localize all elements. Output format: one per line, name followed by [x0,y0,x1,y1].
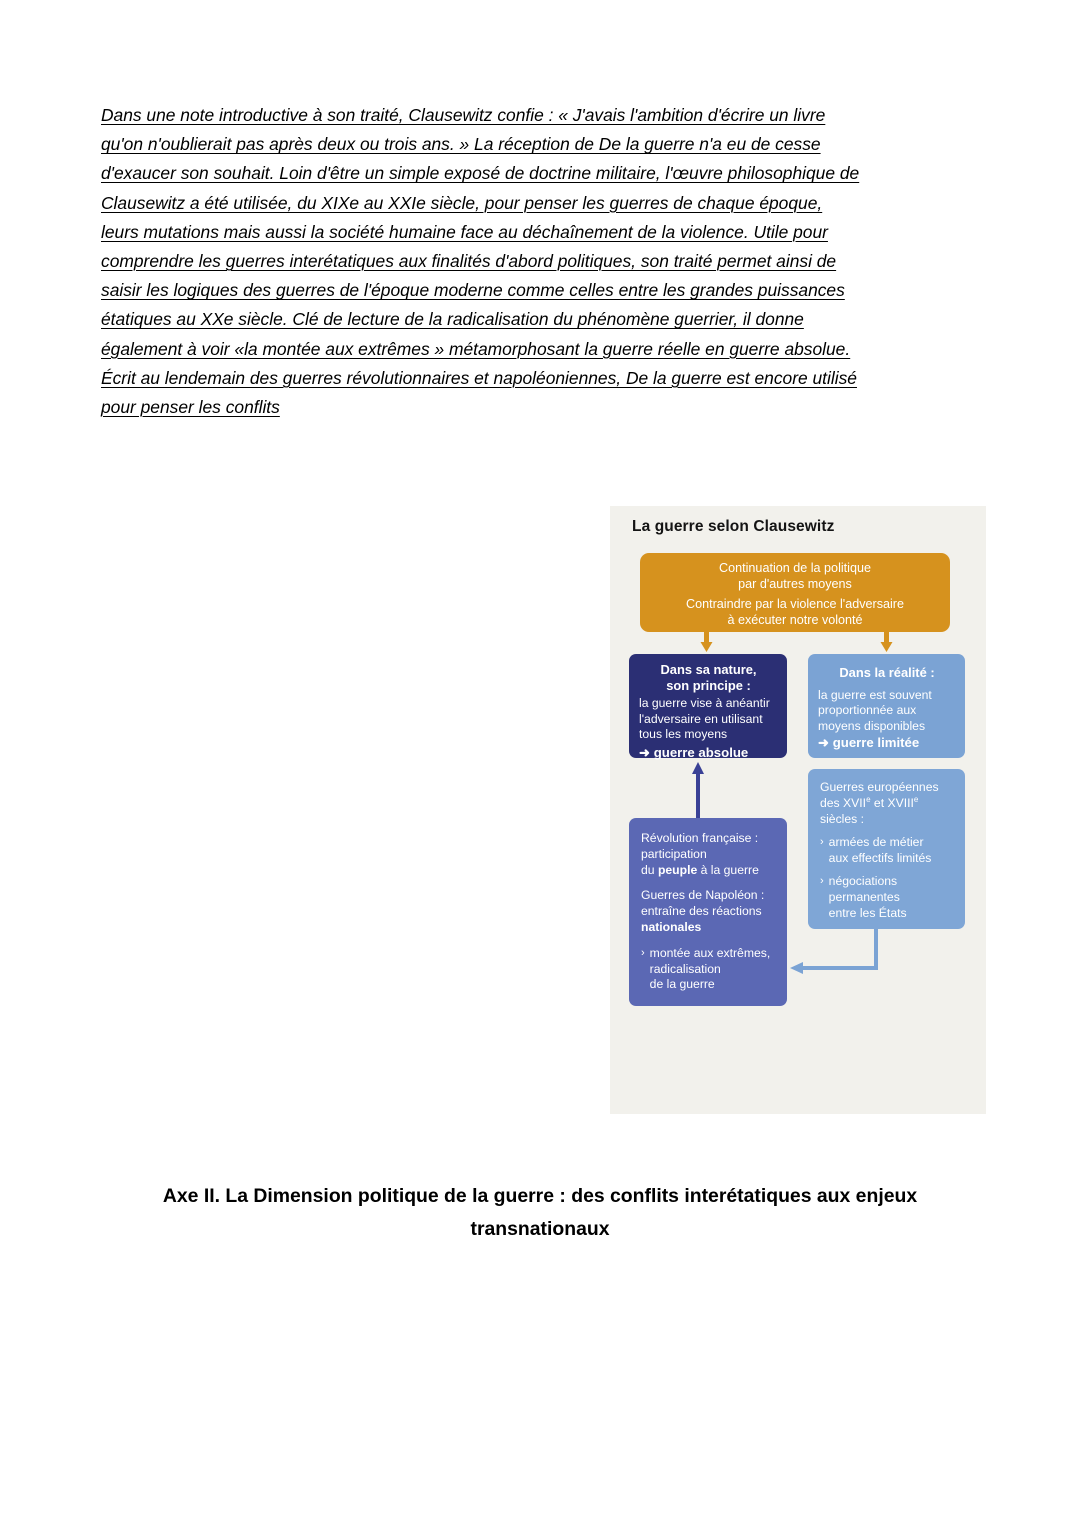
nature-body-line: tous les moyens [639,727,728,742]
bullet-line: montée aux extrêmes, [649,945,771,960]
reality-conclusion: ➜ guerre limitée [818,735,920,751]
nature-body-line: l'adversaire en utilisant [639,711,763,726]
european-wars-bullet-2 [820,874,957,921]
intro-line: également à voir «la montée aux extrêmes » métamorphosant la guerre réelle en guerre absolue. [101,338,851,359]
intro-line: Écrit au lendemain des guerres révolutionnaires et napoléoniennes, De la guerre est encore utilisé [101,367,857,388]
peuple-post: à la guerre [697,862,759,877]
french-revolution-line: participation [641,846,707,861]
century-ordinal-18: e [913,794,919,804]
european-wars-bullet-1 [820,835,957,867]
napoleon-line: entraîne des réactions [641,904,762,919]
escalation-bullet [641,946,779,993]
arrow-navy-up [692,762,704,819]
definition-line: à exécuter notre volonté [727,613,863,628]
bullet-line: aux effectifs limités [828,851,932,866]
definition-group-2 [646,596,944,629]
definition-line: Continuation de la politique [719,561,871,575]
bullet-text [650,946,771,993]
definition-group-1 [646,560,944,593]
intro-line: pour penser les conflits [101,397,280,418]
diagram-title: La guerre selon Clausewitz [632,518,835,535]
definition-line: par d'autres moyens [738,577,852,592]
reality-body-line: la guerre est souvent [818,687,932,702]
intro-line: Dans une note introductive à son traité, Clausewitz confie : « J'avais l'ambition d'écrire un livre [101,105,826,125]
arrow-orange-left [701,632,713,652]
bullet-marker-icon: › [641,946,645,959]
intro-line: comprendre les guerres interétatiques aux finalités d'abord politiques, son traité permet ainsi de [101,251,837,272]
bullet-line: radicalisation [649,961,721,976]
bullet-line: armées de métier [828,835,924,850]
european-wars-heading-line [820,796,957,812]
node-french-revolution [629,818,787,1006]
definition-line: Contraindre par la violence l'adversaire [685,596,904,611]
nature-heading [639,662,778,694]
intro-line: leurs mutations mais aussi la société humaine face au déchaînement de la violence. Utile pour [101,221,828,242]
century-ordinal-17: e [866,794,871,804]
axis-section-heading [101,1180,979,1246]
node-european-wars [808,769,965,929]
centuries-mid: et XVIII [870,795,914,810]
nature-conclusion: ➜ guerre absolue [639,744,749,760]
peuple-emphasis: peuple [657,862,698,877]
european-wars-bullets [820,835,957,921]
french-revolution-block [641,831,779,878]
european-wars-heading [820,780,957,827]
nature-heading-line: Dans sa nature, [660,662,757,677]
european-wars-heading-line: siècles : [820,811,865,826]
node-nature [629,654,787,758]
node-reality [808,654,965,758]
clausewitz-diagram [610,506,986,1114]
nature-body-line: la guerre vise à anéantir [639,696,770,710]
reality-heading: Dans la réalité : [839,665,935,680]
arrow-orange-right [881,632,893,652]
node-definition [640,553,950,632]
intro-line: d'exaucer son souhait. Loin d'être un simple exposé de doctrine militaire, l'œuvre philosophique de [101,163,860,184]
bullet-line: négociations [828,873,898,888]
french-revolution-line [641,863,779,879]
napoleon-wars-block [641,888,779,935]
napoleon-line: Guerres de Napoléon : [641,888,765,903]
european-wars-heading-line: Guerres européennes [820,780,939,794]
centuries-pre: des XVII [820,795,867,810]
reality-body-line: proportionnée aux [818,703,917,718]
bullet-text [829,874,907,921]
bullet-text [829,835,932,867]
axis-heading-line: transnationaux [470,1218,610,1240]
napoleon-line [641,920,779,936]
bullet-line: permanentes [828,889,900,904]
bullet-line: de la guerre [649,977,715,992]
nature-heading-line: son principe : [666,678,751,693]
peuple-pre: du [641,862,658,877]
french-revolution-line: Révolution française : [641,831,759,845]
arrow-blue-elbow [790,929,878,974]
intro-line: Clausewitz a été utilisée, du XIXe au XXIe siècle, pour penser les guerres de chaque époque, [101,192,823,213]
bullet-marker-icon: › [820,874,824,887]
intro-paragraph [101,101,979,422]
bullet-line: entre les États [828,905,907,920]
axis-heading-line: Axe II. La Dimension politique de la guerre : des conflits interétatiques aux enjeux [162,1185,918,1207]
intro-line: qu'on n'oublierait pas après deux ou trois ans. » La réception de De la guerre n'a eu de cesse [101,134,821,155]
nationales-emphasis: nationales [641,919,702,934]
intro-line: étatiques au XXe siècle. Clé de lecture de la radicalisation du phénomène guerrier, il donne [101,309,804,330]
reality-body-line: moyens disponibles [818,718,926,733]
bullet-marker-icon: › [820,836,824,849]
intro-line: saisir les logiques des guerres de l'époque moderne comme celles entre les grandes puissances [101,280,845,301]
